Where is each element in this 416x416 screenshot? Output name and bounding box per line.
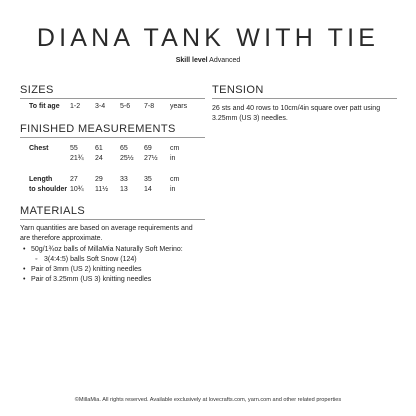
list-item: • 50g/1¾oz balls of MillaMia Naturally Soft Merino: [20,245,215,255]
size-value: 1-2 [70,103,81,110]
length-in: 13 [120,186,128,193]
skill-level-label: Skill level [175,57,208,64]
size-value: 5-6 [120,103,131,110]
tension-line: 3.25mm (US 3) needles. [212,115,288,122]
sizes-divider [20,98,205,99]
chest-label: Chest [29,145,49,152]
pattern-title: DIANA TANK WITH TIE [36,24,380,52]
chest-unit-cm: cm [170,145,180,152]
chest-cm: 65 [120,145,128,152]
length-cm: 29 [95,176,103,183]
length-label: Length [29,176,53,183]
tension-text [212,104,407,124]
chest-cm: 69 [144,145,152,152]
materials-intro-line: are therefore approximate. [20,235,103,242]
length-unit-in: in [170,186,176,193]
chest-in: 21¾ [70,155,84,162]
finished-divider [20,137,205,138]
sizes-heading: SIZES [20,84,54,96]
list-item: • Pair of 3.25mm (US 3) knitting needles [20,275,215,285]
chest-cm: 61 [95,145,103,152]
chest-cm: 55 [70,145,78,152]
sizes-row-label: To fit age [29,103,60,110]
tension-divider [212,98,397,99]
materials-intro [20,224,215,244]
length-unit-cm: cm [170,176,180,183]
tension-line: 26 sts and 40 rows to 10cm/4in square over patt using [212,105,381,112]
list-item: ◦ 3(4:4:5) balls Soft Snow (124) [20,255,215,265]
length-in: 11½ [95,186,109,193]
materials-divider [20,219,205,220]
chest-unit-in: in [170,155,176,162]
length-label-sub: to shoulder [29,186,68,193]
materials-heading: MATERIALS [20,205,86,217]
materials-intro-line: Yarn quantities are based on average requirements and [20,225,193,232]
chest-in: 27½ [144,155,158,162]
chest-in: 24 [95,155,103,162]
chest-in: 25½ [120,155,134,162]
size-unit: years [170,103,188,110]
list-item: • Pair of 3mm (US 2) knitting needles [20,265,215,275]
skill-level-value: Advanced [209,57,241,64]
length-cm: 35 [144,176,152,183]
length-cm: 27 [70,176,78,183]
copyright-footer: ©MillaMia. All rights reserved. Available exclusively at lovecrafts.com, yarn.com and other related properties [74,397,342,403]
length-in: 10¾ [70,186,84,193]
tension-heading: TENSION [212,84,264,96]
size-value: 7-8 [144,103,155,110]
finished-heading: FINISHED MEASUREMENTS [20,123,176,135]
length-cm: 33 [120,176,128,183]
length-in: 14 [144,186,152,193]
skill-level [0,57,416,64]
materials-list [20,245,215,285]
size-value: 3-4 [95,103,106,110]
